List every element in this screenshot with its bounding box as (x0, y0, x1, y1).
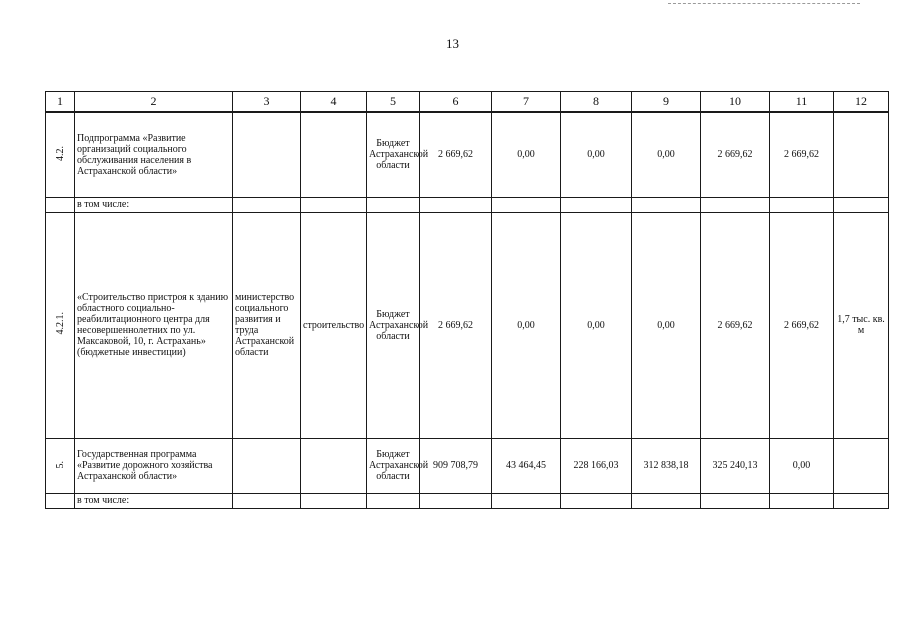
empty-cell (420, 197, 492, 212)
row-value-11: 0,00 (770, 438, 834, 493)
empty-cell (561, 197, 632, 212)
row-value-8: 228 166,03 (561, 438, 632, 493)
table-row (46, 112, 889, 197)
empty-cell (701, 493, 770, 508)
row-name: Подпрограмма «Развитие организаций социального обслуживания населения в Астраханской области» (75, 112, 233, 197)
row-code: 4.2.1. (54, 312, 66, 335)
empty-cell (632, 493, 701, 508)
empty-cell (233, 493, 301, 508)
row-name: Государственная программа «Развитие дорожного хозяйства Астраханской области» (75, 438, 233, 493)
top-dashed-line (668, 3, 860, 4)
row-value-8: 0,00 (561, 112, 632, 197)
header-cell: 8 (561, 92, 632, 113)
page-number: 13 (446, 36, 459, 51)
empty-cell (301, 493, 367, 508)
header-cell: 11 (770, 92, 834, 113)
empty-cell (367, 197, 420, 212)
empty-cell (301, 197, 367, 212)
row-executor (233, 112, 301, 197)
row-value-12 (834, 438, 889, 493)
row-source: Бюджет Астраханской области (367, 112, 420, 197)
row-value-10: 2 669,62 (701, 112, 770, 197)
empty-cell (420, 493, 492, 508)
table-row (46, 493, 889, 508)
empty-cell (834, 493, 889, 508)
table-row (46, 212, 889, 438)
row-code-cell (46, 212, 75, 438)
row-value-7: 43 464,45 (492, 438, 561, 493)
row-value-10: 2 669,62 (701, 212, 770, 438)
header-cell: 9 (632, 92, 701, 113)
row-value-9: 0,00 (632, 112, 701, 197)
header-cell: 4 (301, 92, 367, 113)
row-value-12 (834, 112, 889, 197)
row-value-11: 2 669,62 (770, 112, 834, 197)
empty-cell (492, 493, 561, 508)
row-value-6: 2 669,62 (420, 212, 492, 438)
header-cell: 5 (367, 92, 420, 113)
header-cell: 12 (834, 92, 889, 113)
table-row (46, 197, 889, 212)
row-value-7: 0,00 (492, 212, 561, 438)
row-type (301, 112, 367, 197)
empty-cell (492, 197, 561, 212)
row-value-7: 0,00 (492, 112, 561, 197)
header-cell: 6 (420, 92, 492, 113)
empty-cell (834, 197, 889, 212)
header-cell: 10 (701, 92, 770, 113)
row-executor (233, 438, 301, 493)
empty-cell (701, 197, 770, 212)
row-value-6: 2 669,62 (420, 112, 492, 197)
empty-cell (632, 197, 701, 212)
header-cell: 7 (492, 92, 561, 113)
row-value-9: 312 838,18 (632, 438, 701, 493)
row-source: Бюджет Астраханской области (367, 438, 420, 493)
header-cell: 1 (46, 92, 75, 113)
row-value-8: 0,00 (561, 212, 632, 438)
row-executor: министерство социального развития и труда Астраханской области (233, 212, 301, 438)
subtitle-label: в том числе: (75, 197, 233, 212)
row-name: «Строительство пристроя к зданию областного социально-реабилитационного центра для несовершеннолетних по ул. Максаковой, 10, г. Астрахань» (бюджетные инвестиции) (75, 212, 233, 438)
row-source: Бюджет Астраханской области (367, 212, 420, 438)
row-value-10: 325 240,13 (701, 438, 770, 493)
table-row (46, 438, 889, 493)
row-value-11: 2 669,62 (770, 212, 834, 438)
empty-cell (46, 197, 75, 212)
empty-cell (46, 493, 75, 508)
header-row (46, 92, 889, 113)
empty-cell (367, 493, 420, 508)
row-code: 5. (54, 460, 66, 468)
empty-cell (770, 493, 834, 508)
empty-cell (770, 197, 834, 212)
empty-cell (233, 197, 301, 212)
row-value-9: 0,00 (632, 212, 701, 438)
subtitle-label: в том числе: (75, 493, 233, 508)
row-code-cell (46, 112, 75, 197)
budget-table (45, 91, 889, 509)
row-code-cell (46, 438, 75, 493)
header-cell: 2 (75, 92, 233, 113)
row-value-12: 1,7 тыс. кв. м (834, 212, 889, 438)
row-type: строительство (301, 212, 367, 438)
row-code: 4.2. (54, 145, 66, 161)
row-type (301, 438, 367, 493)
row-value-6: 909 708,79 (420, 438, 492, 493)
empty-cell (561, 493, 632, 508)
header-cell: 3 (233, 92, 301, 113)
